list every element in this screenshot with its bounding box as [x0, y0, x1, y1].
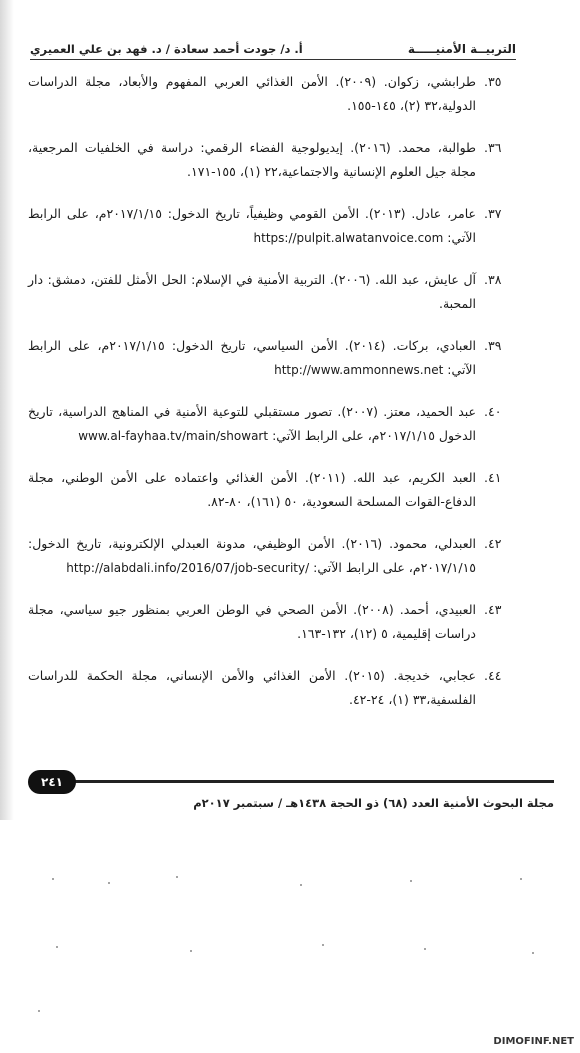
reference-text: العبادي، بركات. (٢٠١٤). الأمن السياسي، تاريخ الدخول: ٢٠١٧/١/١٥م، على الرابط الآتي:	[28, 338, 476, 377]
scan-speck	[108, 882, 110, 884]
reference-text: العبيدي، أحمد. (٢٠٠٨). الأمن الصحي في الوطن العربي بمنظور جيو سياسي، مجلة دراسات إقليمية، ٥ (١٢)، ١٣٢-١٦٣.	[28, 602, 476, 641]
reference-number: ٤٣.	[484, 602, 502, 617]
scan-speck	[300, 884, 302, 886]
reference-text: عجابي، خديجة. (٢٠١٥). الأمن الغذائي والأمن الإنساني، مجلة الحكمة للدراسات الفلسفية،٣٣ (١)، ٢٤-٤٢.	[28, 668, 476, 707]
reference-item	[28, 70, 502, 118]
page-number-badge: ٢٤١	[28, 770, 76, 794]
scan-noise	[0, 840, 580, 1040]
scan-speck	[532, 952, 534, 954]
reference-item	[28, 268, 502, 316]
reference-item	[28, 532, 502, 580]
scan-speck	[190, 950, 192, 952]
reference-text: العبد الكريم، عبد الله. (٢٠١١). الأمن الغذائي واعتماده على الأمن الوطني، مجلة الدفاع-القوات المسلحة السعودية، ٥٠ (١٦١)، ٨٠-٨٢.	[28, 470, 476, 509]
scan-speck	[322, 944, 324, 946]
reference-number: ٤٤.	[484, 668, 502, 683]
page-header	[30, 30, 516, 60]
reference-link[interactable]: https://pulpit.alwatanvoice.com	[253, 231, 444, 245]
scan-speck	[52, 878, 54, 880]
reference-link[interactable]: www.al-fayhaa.tv/main/showart	[78, 429, 269, 443]
scan-speck	[56, 946, 58, 948]
reference-number: ٤٠.	[484, 404, 502, 419]
reference-item	[28, 664, 502, 712]
reference-item	[28, 598, 502, 646]
reference-number: ٤٢.	[484, 536, 502, 551]
reference-text: طرابشي، زكوان. (٢٠٠٩). الأمن الغذائي العربي المفهوم والأبعاد، مجلة الدراسات الدولية،٣٢ (٢)، ١٤٥-١٥٥.	[28, 74, 476, 113]
reference-item	[28, 202, 502, 250]
reference-number: ٣٨.	[484, 272, 502, 287]
reference-text: عبد الحميد، معتز. (٢٠٠٧). تصور مستقبلي للتوعية الأمنية في المناهج الدراسية، تاريخ الدخول ٢٠١٧/١/١٥م، على الرابط الآتي:	[28, 404, 476, 443]
reference-number: ٣٥.	[484, 74, 502, 89]
reference-item	[28, 400, 502, 448]
reference-item	[28, 466, 502, 514]
reference-text: طوالبة، محمد. (٢٠١٦). إيديولوجية الفضاء الرقمي: دراسة في الخلفيات المرجعية، مجلة جيل العلوم الإنسانية والاجتماعية،٢٢ (١)، ١٥٥-١٧١.	[28, 140, 476, 179]
scan-speck	[424, 948, 426, 950]
reference-item	[28, 334, 502, 382]
running-head: التربيــة الأمنيـــــة	[407, 42, 516, 56]
scan-speck	[520, 878, 522, 880]
reference-item	[28, 136, 502, 184]
reference-link[interactable]: http://www.ammonnews.net	[274, 363, 444, 377]
header-authors: أ. د/ جودت أحمد سعادة / د. فهد بن علي العميري	[30, 42, 303, 56]
reference-list	[28, 70, 502, 730]
scan-speck	[176, 876, 178, 878]
scan-speck	[38, 1010, 40, 1012]
reference-number: ٣٦.	[484, 140, 502, 155]
footer-rule	[58, 780, 554, 783]
reference-number: ٣٧.	[484, 206, 502, 221]
journal-citation: مجلة البحوث الأمنية العدد (٦٨) ذو الحجة ١٤٣٨هـ / سبتمبر ٢٠١٧م	[193, 796, 554, 810]
reference-number: ٤١.	[484, 470, 502, 485]
reference-link[interactable]: http://alabdali.info/2016/07/job-security/	[66, 561, 310, 575]
reference-text: عامر، عادل. (٢٠١٣). الأمن القومي وظيفياً، تاريخ الدخول: ٢٠١٧/١/١٥م، على الرابط الآتي:	[28, 206, 477, 245]
reference-number: ٣٩.	[484, 338, 502, 353]
scan-speck	[410, 880, 412, 882]
page-footer	[28, 770, 554, 830]
reference-text: العبدلي، محمود. (٢٠١٦). الأمن الوظيفي، مدونة العبدلي الإلكترونية، تاريخ الدخول: ٢٠١٧/١/١٥م، على الرابط الآتي:	[28, 536, 477, 575]
reference-text: آل عايش، عبد الله. (٢٠٠٦). التربية الأمنية في الإسلام: الحل الأمثل للفتن، دمشق: دار المحبة.	[28, 272, 476, 311]
watermark: DIMOFINF.NET	[493, 1036, 574, 1047]
